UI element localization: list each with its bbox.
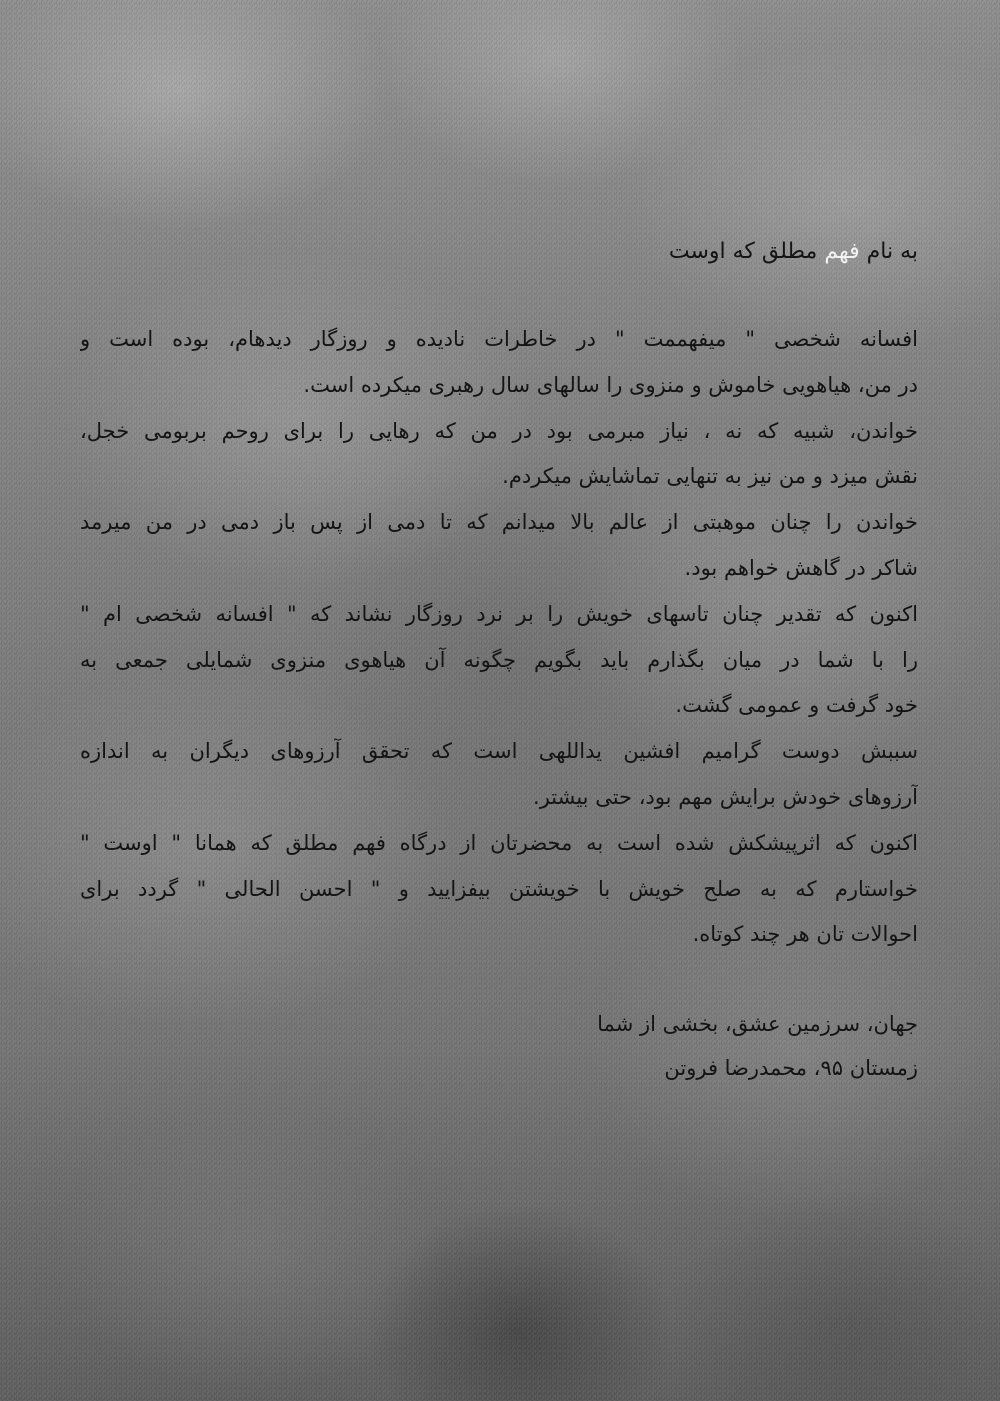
dedication-text [80,230,918,1090]
body-line: خود گرفت و عمومی گشت. [675,693,918,718]
body-line: اکنون که اثرپیشکش شده است به محضرتان از درگاه فهم مطلق که همانا " اوست " [80,830,918,855]
body-line: آرزوهای خودش برایش مهم بود، حتی بیشتر. [533,784,918,809]
body-line: در من، هیاهویی خاموش و منزوی را سالهای سال رهبری میکرده است. [303,372,918,397]
body-line: احوالات تان هر چند کوتاه. [692,922,918,947]
signature-place: جهان، سرزمین عشق، بخشی از شما [597,1012,918,1037]
signature-date-author: زمستان ۹۵، محمدرضا فروتن [664,1056,918,1081]
body-line: خواستارم که به صلح خویش با خویشتن بیفزایید و " احسن الحالی " گردد برای [80,876,918,901]
body-line: شاکر در گاهش خواهم بود. [684,555,918,580]
heading-highlight-word: فهم [824,239,860,264]
body-line: نقش میزد و من نیز به تنهایی تماشایش میکردم. [502,464,918,489]
heading-suffix: مطلق که اوست [668,239,825,264]
spacer [80,958,918,1002]
dedication-heading [80,230,918,274]
body-line: افسانه شخصی " میفهممت " در خاطرات نادیده و روزگار دیدهام، بوده است و [80,327,918,351]
heading-prefix: به نام [859,239,918,264]
spacer [80,274,918,317]
body-line: سببش دوست گرامیم افشین یداللهی است که تحقق آرزوهای دیگران به اندازه [80,739,918,764]
body-line: اکنون که تقدیر چنان تاسهای خویش را بر نرد روزگار نشاند که " افسانه شخصی ام " [80,601,918,626]
body-line: خواندن، شبیه که نه ، نیاز مبرمی بود در من که رهایی را برای روحم بربومی خجل، [80,418,918,443]
body-line: خواندن را چنان موهبتی از عالم بالا میدانم که تا دمی از پس باز دمی در من میرمد [80,510,918,535]
body-line: را با شما در میان بگذارم باید بگویم چگونه آن هیاهوی منزوی شمایلی جمعی به [80,647,918,672]
